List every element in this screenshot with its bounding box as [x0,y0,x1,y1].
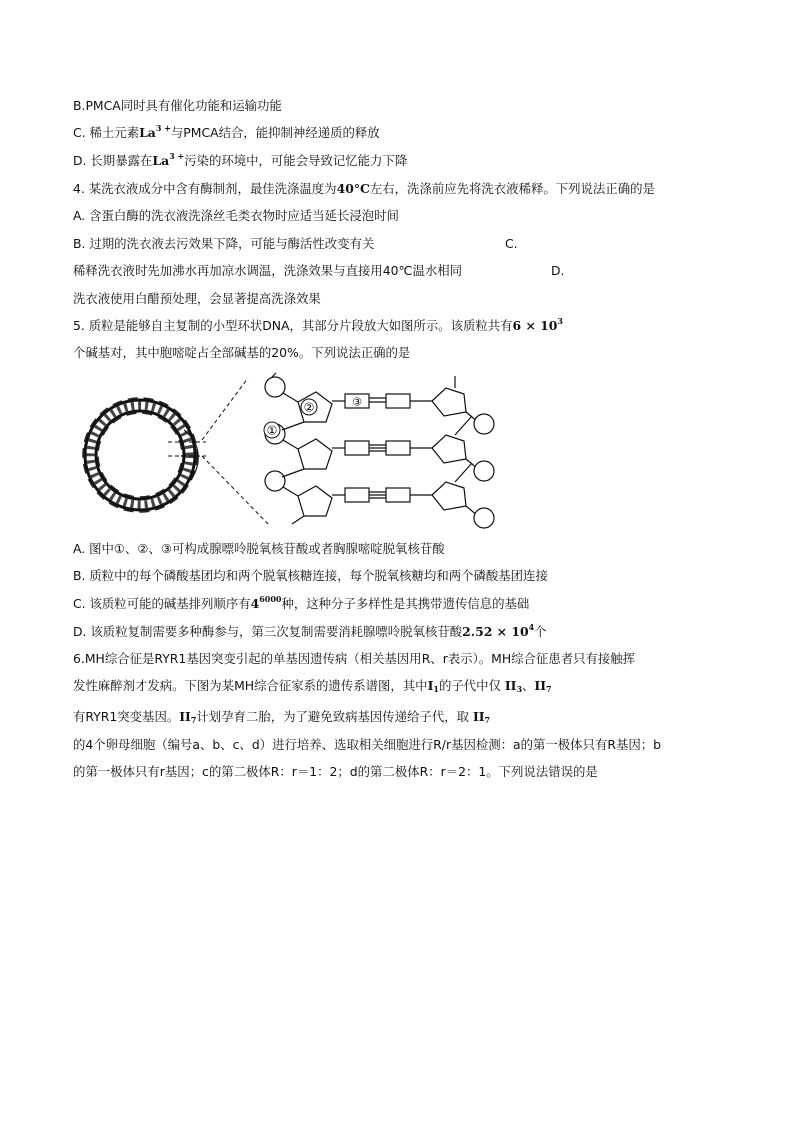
option-d-memory: D. 长期暴露在$La^{3 +}$污染的环境中，可能会导致记忆能力下降 [73,151,408,168]
q4-option-d: 洗衣液使用白醋预处理，会显著提高洗涤效果 [73,291,321,306]
q4-option-c-marker: C. [505,236,518,251]
plasmid-ring [83,398,197,512]
left-strand [265,373,332,524]
zoom-line-top [202,378,248,440]
plasmid-diagram [72,372,512,532]
question-6-stem-5: 的第一极体只有r基因；c的第二极体R：r＝1：2；d的第二极体R：r＝2：1。下列说法错误的是 [73,764,598,779]
question-6-stem-4: 的4个卵母细胞（编号a、b、c、d）进行培养、选取相关细胞进行R/r基因检测：a的第一极体只有R基因；b [73,737,661,752]
label-3: ③ [352,395,362,409]
right-strand [432,376,494,528]
question-4-stem: 4. 某洗衣液成分中含有酶制剂，最佳洗涤温度为40°C左右，洗涤前应先将洗衣液稀释。下列说法正确的是 [73,181,655,196]
label-2: ② [303,400,315,415]
base-pairs [332,394,432,502]
label-1: ① [266,423,278,438]
q4-option-d-marker: D. [551,263,565,278]
q4-option-a: A. 含蛋白酶的洗衣液洗涤丝毛类衣物时应适当延长浸泡时间 [73,208,399,223]
q5-option-a: A. 图中①、②、③可构成腺嘌呤脱氧核苷酸或者胸腺嘧啶脱氧核苷酸 [73,541,445,556]
q5-option-d: D. 该质粒复制需要多种酶参与，第三次复制需要消耗腺嘌呤脱氧核苷酸$2.52 \times 10^4$个 [73,622,547,639]
question-5-stem-cont: 个碱基对，其中胞嘧啶占全部碱基的20%。下列说法正确的是 [73,345,411,360]
q5-option-c: C. 该质粒可能的碱基排列顺序有$4^{6000}$种，这种分子多样性是其携带遗传信息的基础 [73,594,530,611]
option-b-pmca: B.PMCA同时具有催化功能和运输功能 [73,98,282,113]
option-c-lanthanum: C. 稀土元素$La^{3 +}$与PMCA结合，能抑制神经递质的释放 [73,123,380,140]
question-6-stem-2: 发性麻醉剂才发病。下图为某MH综合征家系的遗传系谱图，其中$I_1$的子代中仅 $II_3$、$II_7$ [73,678,552,694]
question-6-stem-3: 有RYR1突变基因。$II_7$计划孕育二胎，为了避免致病基因传递给子代，取 $II_7$ [73,709,491,725]
zoom-line-bottom [202,456,268,524]
q4-option-b: B. 过期的洗衣液去污效果下降，可能与酶活性改变有关 [73,236,375,251]
q5-option-b: B. 质粒中的每个磷酸基团均和两个脱氧核糖连接，每个脱氧核糖均和两个磷酸基团连接 [73,568,548,583]
q4-option-c: 稀释洗衣液时先加沸水再加凉水调温，洗涤效果与直接用40℃温水相同 [73,263,463,278]
question-5-stem: 5. 质粒是能够自主复制的小型环状DNA，其部分片段放大如图所示。该质粒共有$6 \times 10^3$ [73,316,563,333]
question-6-stem: 6.MH综合征是RYR1基因突变引起的单基因遗传病（相关基因用R、r表示）。MH综合征患者只有接触挥 [73,651,636,666]
